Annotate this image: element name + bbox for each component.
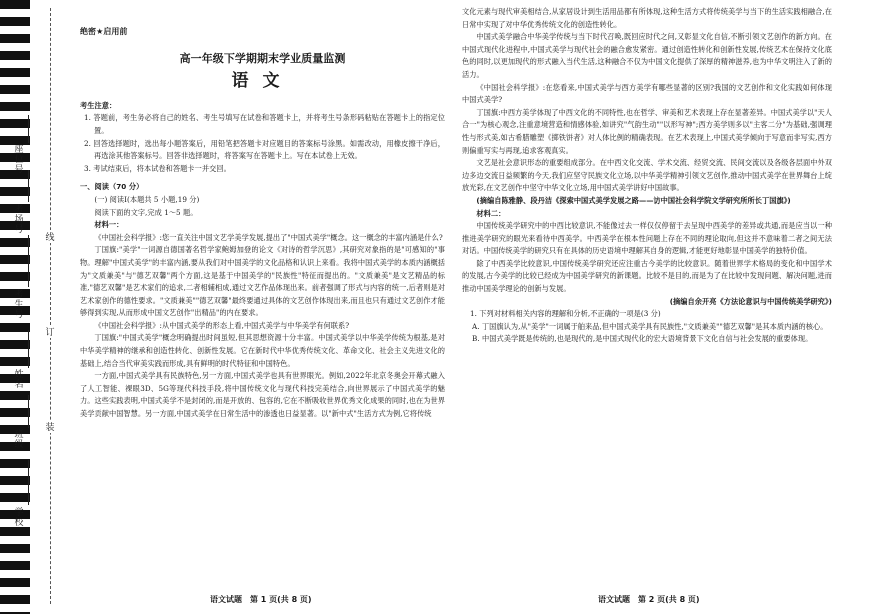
paragraph: 丁国旗:"中国式美学"概念明确提出时间虽短,但其思想资源十分丰富。中国式美学以中华美学传统为根基,是对中华美学精神的继承和创造性转化、创新性发展。它在新时代中华优秀传统文化、革命文化、社会主义先进文化的基础上,结合当代审美实践而形成,具有鲜明的时代特征和中国特色。 — [80, 333, 445, 368]
paragraph: 除了中西美学比较意识,中国传统美学研究还应注重古今美学的比较意识。随着世界学术格局的变化和中国学术的发展,古今美学的比较已经成为中国美学研究的新课题。比较不是目的,而是为了在比较中发现问题、解决问题,进而推动中国美学理论的创新与发展。 — [462, 258, 832, 294]
section-title: 一、阅读（70 分） — [80, 182, 144, 192]
seat-no-label: 座位号 — [14, 145, 24, 175]
cut-mark-bind: 装 — [45, 420, 55, 433]
page-2-footer: 语文试题 第 2 页(共 8 页) — [598, 595, 700, 604]
question-option-b: B. 中国式美学既是传统的,也是现代的,是中国式现代化的宏大语境背景下文化自信与社会发展的重要体现。 — [472, 334, 813, 344]
name-label: 姓名 — [14, 370, 24, 390]
exam-room-label: 考场号 — [14, 205, 24, 235]
page-2-column — [462, 6, 832, 346]
source-citation: (摘编自余开亮《方法论意识与中国传统美学研究》) — [669, 296, 832, 306]
material-1-label: 材料一： — [94, 220, 124, 230]
secret-mark: 绝密★启用前 — [80, 27, 128, 36]
material-2-label: 材料二： — [476, 208, 506, 218]
note-item: 1. 答题前，考生务必将自己的姓名、考生号填写在试卷和答题卡上，并将考生号条形码粘贴在答题卡上的指定位置。 — [84, 113, 445, 135]
paragraph: 文化元素与现代审美相结合,从家居设计到生活用品都有所体现,这种生活方式将传统美学与当下的生活实践相融合,在日常中实现了对中华优秀传统文化的创造性转化。 — [462, 7, 832, 29]
school-label: 学校 — [14, 508, 24, 528]
paragraph: 《中国社会科学报》:您一直关注中国文艺学美学发展,提出了"中国式美学"概念。这一概念的丰富内涵是什么? — [94, 232, 443, 242]
question-stem: 1. 下列对材料相关内容的理解和分析,不正确的一项是(3 分) — [470, 309, 661, 319]
exam-title: 高一年级下学期期末学业质量监测 — [179, 51, 346, 65]
name-line — [28, 330, 29, 368]
paragraph: 一方面,中国式美学具有民族特色,另一方面,中国式美学也具有世界眼光。例如,2022年北京冬奥会开幕式融入了人工智能、裸眼3D、5G等现代科技手段,将中国传统文化与现代科技完美结合,向世界展示了中国式美学的魅力。这些实践表明,中国式美学不是封闭的,而是开放的、包容的,它在不断吸收世界优秀文化成果的同时,也在为世界美学贡献中国智慧。另一方面,中国式美学在日常生活中的渗透也日益显著。以"新中式"生活方式为例,它将传统 — [80, 371, 445, 419]
paragraph: 中国式美学融合中华美学传统与当下时代召唤,既回应时代之问,又彰显文化自信,不断引领文艺创作的新方向。在中国式现代化进程中,中国式美学与现代社会的融合愈发紧密。通过创造性转化和创新性发展,传统艺术在保持文化底色的同时,以更加现代的形式融入当代生活,这种融合不仅为中国文化提供了深厚的精神滋养,也为中华文明注入了新的活力。 — [462, 32, 832, 79]
notes-heading: 考生注意： — [80, 100, 117, 110]
class-line — [28, 395, 29, 428]
paragraph: 文艺是社会意识形态的重要组成部分。在中西文化交流、学术交流、经贸交流、民间交流以及各级各层面中外双边多边交流日益频繁的今天,我们应坚守民族文化立场,以中华美学精神引领文艺创作,推动中国式美学在世界舞台上绽放光彩,在文艺创作中坚守中华文化立场,用中国式美学讲好中国故事。 — [462, 158, 832, 193]
question-1 — [462, 308, 832, 346]
paragraph: 中国传统美学研究中的中西比较意识,不能像过去一样仅仅停留于去呈现中西美学的差异或共通,而是应当以一种推进美学研究的眼光来看待中西美学。中西美学在根本性问题上存在不同的理论取向,但这并不意味着二者之间无法对话。中国传统美学的研究只有在具体的历史语境中理解其自身的逻辑,才能更好地彰显中国美学的独特价值。 — [462, 221, 832, 256]
section-instruction: 阅读下面的文字,完成 1～5 题。 — [94, 207, 198, 217]
student-no-label: 考生号 — [14, 290, 24, 320]
subject-title: 语文 — [231, 71, 294, 92]
paragraph: 丁国旗:"美学"一词源自德国著名哲学家鲍姆加登的论文《对诗的哲学沉思》,其研究对象指的是"可感知的"事物。理解"中国式美学"的丰富内涵,要从我们对中国美学的文化品格和认识上来看。我将中国式美学的本质内涵概括为"文质兼美"与"德艺双馨"两个方面,这是基于中国美学的"民族性"特征而提出的。"文质兼美"是文艺精品的标准,"德艺双馨"是艺术家们的追求,二者相辅相成,通过文艺作品体现出来。前者强调了形式与内容的统一,后者则是对艺术家创作的德性要求。"文质兼美""德艺双馨"最终要通过具体的文艺创作体现出来,而且也只有通过文艺创作才能够得到实现,从而形成中国文艺创作"出精品"的内在要求。 — [80, 245, 445, 318]
paragraph: 《中国社会科学报》:在您看来,中国式美学与西方美学有哪些显著的区别?我国的文艺创作和文化实践如何体现中国式美学? — [462, 82, 832, 105]
note-item: 3. 考试结束后，将本试卷和答题卡一并交回。 — [84, 163, 231, 173]
exam-notes — [80, 100, 445, 176]
page-1-column — [80, 6, 445, 421]
page-1-footer: 语文试题 第 1 页(共 8 页) — [210, 595, 312, 604]
question-option-a: A. 丁国旗认为,从"美学"一词属于舶来品,但中国式美学具有民族性,"文质兼美""德艺双馨"是其本质内涵的核心。 — [472, 321, 828, 331]
exam-room-line — [28, 170, 29, 202]
cut-mark-line: 线 — [45, 230, 55, 243]
binding-margin — [0, 0, 70, 614]
subsection-title: (一) 阅读Ⅰ(本题共 5 小题,19 分) — [94, 194, 200, 204]
paragraph: 《中国社会科学报》:从中国式美学的形态上看,中国式美学与中华美学有何联系? — [94, 320, 350, 330]
cut-mark-staple: 订 — [45, 325, 55, 338]
seat-no-line — [28, 115, 29, 143]
paragraph: 丁国旗:中西方美学体现了中西文化的不同特性,也在哲学、审美和艺术表现上存在显著差异。中国式美学以"天人合一"为核心观念,注重意境营造和情感体验,如讲究"气韵生动""以形写神";西方美学则多以"主客二分"为基础,强调理性与形式美,如古希腊雕塑《掷铁饼者》对人体比例的精确表现。在艺术表现上,中国式美学倾向于写意而非写实,西方则偏重写实与再现,追求客观真实。 — [462, 107, 832, 155]
cut-line — [50, 8, 52, 604]
class-label: 班级 — [14, 430, 24, 450]
school-line — [28, 460, 29, 505]
source-citation: (摘编自陈雅静、段丹洁《探索中国式美学发展之路——访中国社会科学院文学研究所所长丁国旗》) — [476, 195, 791, 205]
student-no-line — [28, 235, 29, 287]
note-item: 2. 回答选择题时，选出每小题答案后，用铅笔把答题卡对应题目的答案标号涂黑。如需改动，用橡皮擦干净后，再选涂其他答案标号。回答非选择题时，将答案写在答题卡上。写在本试卷上无效。 — [84, 138, 445, 161]
